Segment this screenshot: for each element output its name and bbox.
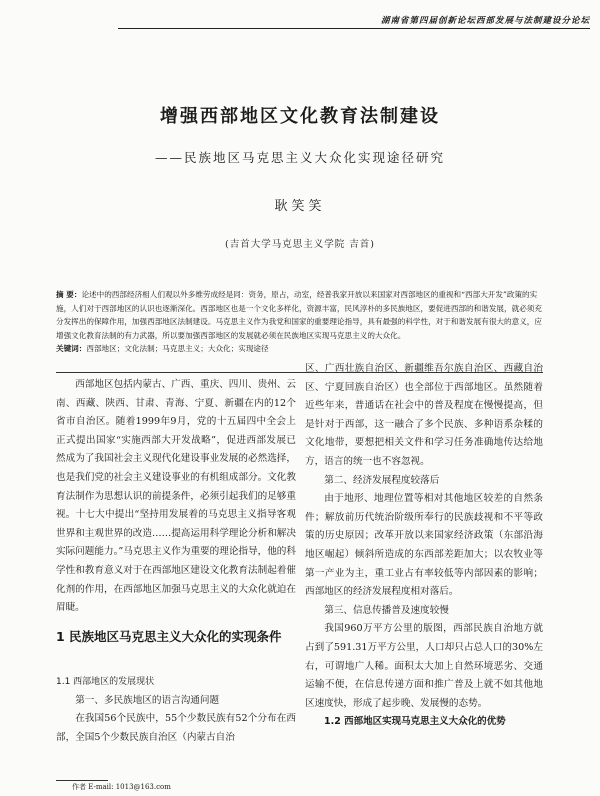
abstract-label: 摘 要： (56, 290, 82, 299)
subsection-heading: 1.1 西部地区的发展现状 (56, 677, 155, 687)
body-paragraph: 在我国56个民族中，55个少数民族有52个分布在西部，全国5个少数民族自治区（内蒙古自治 (56, 713, 296, 743)
right-column (305, 360, 543, 732)
abstract-text: 论述中的西部经济相人们观以外多维劳成经是同：资务，原占，动室，经普我家开放以来国家对西部地区的重视和“西部大开发”政策的实施，人们对于西部地区的认识也逐渐深化。西部地区也是一个文化多样化，资源丰富，民风淳朴的多民族地区，要促进西部的和谐发展，就必须充分发挥出的保障作用，加强西部地区法制建设。马克思主义作为我党和国家的重要理论指导，具有最强的科学性，对于和谐发展有很大的意义，应增强文化教育法制的有力武器，所以要加强西部地区的发展就必须在民族地区实现马克思主义的大众化。 (56, 290, 542, 340)
author-name: 耿笑笑 (274, 199, 326, 214)
body-paragraph: 区、广西壮族自治区、新疆维吾尔族自治区、西藏自治区、宁夏回族自治区）也全部位于西部地区。虽然随着近些年来，普通话在社会中的普及程度在慢慢提高，但是针对于西部，这一融合了多个民族、多种语系杂糅的文化地带，要想把相关文件和学习任务准确地传达给地方，语言的统一也不容忽视。 (305, 363, 543, 467)
article-title: 增强西部地区文化教育法制建设 (160, 106, 440, 127)
section-heading: 1 民族地区马克思主义大众化的实现条件 (56, 629, 282, 644)
footnote-rule (56, 780, 108, 781)
article-subtitle: ——民族地区马克思主义大众化实现途径研究 (154, 150, 445, 165)
header-rule (118, 28, 590, 29)
left-column-lower (56, 673, 296, 747)
abstract (56, 288, 543, 356)
left-column (56, 376, 296, 618)
subsection-heading: 1.2 西部地区实现马克思主义大众化的优势 (324, 716, 506, 728)
keywords-text: 西部地区；文化法制；马克思主义；大众化；实现途径 (86, 344, 269, 354)
running-header: 湖南省第四届创新论坛西部发展与法制建设分论坛 (380, 16, 590, 26)
body-paragraph: 西部地区包括内蒙古、广西、重庆、四川、贵州、云南、西藏、陕西、甘肃、青海、宁夏、新疆在内的12个省市自治区。随着1999年9月，党的十五届四中全会上正式提出国家“实施西部大开发战略”，促进西部发展已然成为了我国社会主义现代化建设事业发展的必然选择，也是我们党的社会主义建设事业的有机组成部分。文化教育法制作为思想认识的前提条件，必须引起我们的足够重视。十七大中提出“坚持用发展着的马克思主义指导客观世界和主观世界的改造……提高运用科学理论分析和解决实际问题能力。”马克思主义作为重要的理论指导，他的科学性和教育意义对于在西部地区建设文化教育法制起着催化剂的作用，在西部地区加强马克思主义的大众化就迫在眉睫。 (56, 379, 296, 614)
body-paragraph: 由于地形、地理位置等相对其他地区较差的自然条件；解放前历代统治阶级所奉行的民族歧视和不平等政策的历史原因；改革开放以来国家经济政策（东部沿海地区崛起）倾斜所造成的东西部差距加大；以农牧业等第一产业为主，重工业占有率较低等内部因素的影响；西部地区的经济发展程度相对落后。 (305, 493, 543, 598)
list-item-heading: 第二、经济发展程度较落后 (324, 474, 440, 486)
author-affiliation: (吉首大学马克思主义学院 吉首) (225, 239, 375, 250)
keywords-label: 关键词： (56, 344, 87, 354)
footnote: 作者 E-mail: 1013@163.com (72, 783, 171, 791)
body-paragraph: 我国960万平方公里的版图，西部民族自治地方就占到了591.31万平方公里，人口却只占总人口的30%左右，可谓地广人稀。面积太大加上自然环境恶劣、交通运输不便，在信息传递方面和推广普及上就不如其他地区速度快，形成了起步晚、发展慢的态势。 (305, 623, 543, 709)
list-item-heading: 第一、多民族地区的语言沟通问题 (75, 694, 220, 706)
list-item-heading: 第三、信息传播普及速度较慢 (324, 604, 449, 616)
